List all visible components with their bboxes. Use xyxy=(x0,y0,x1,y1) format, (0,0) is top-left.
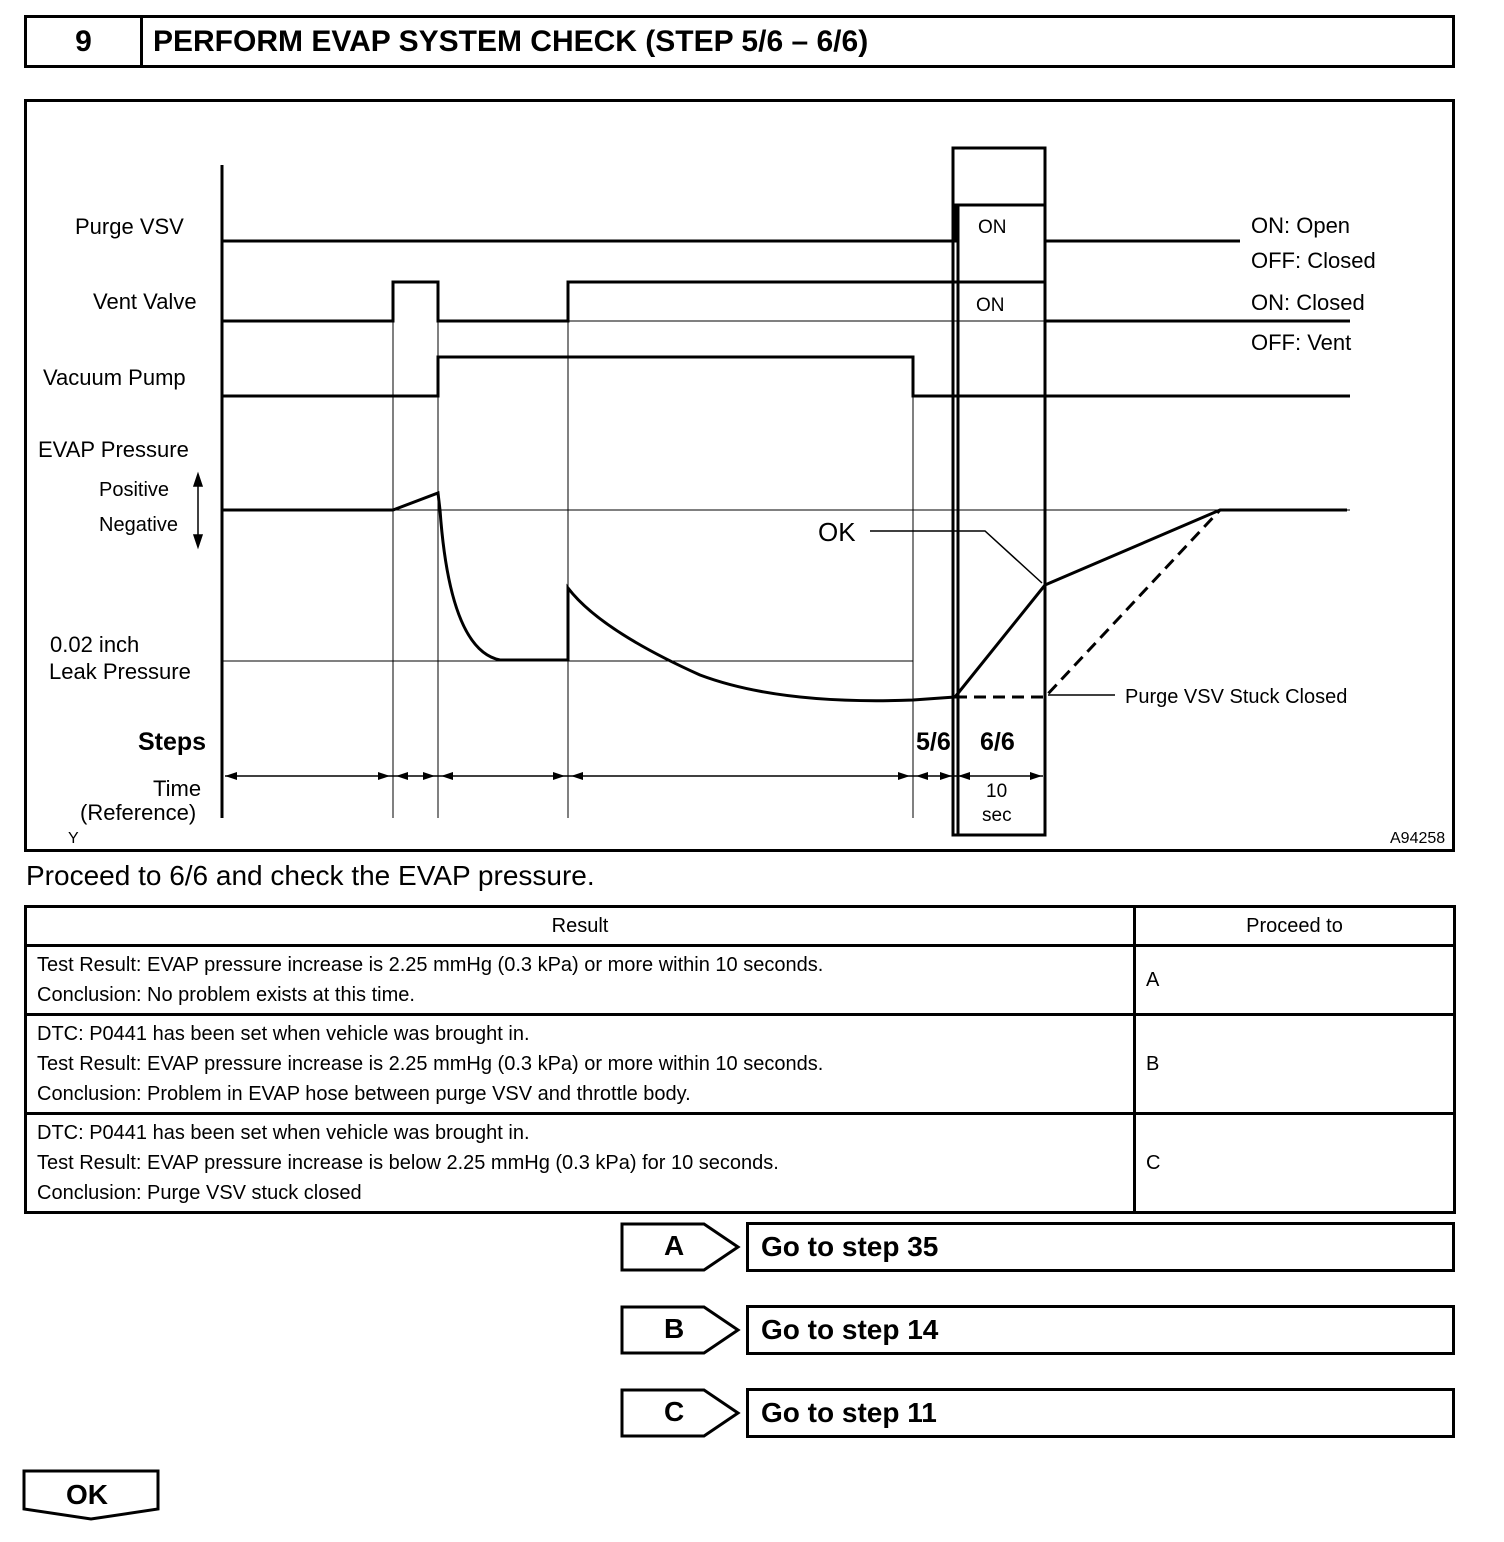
table-row xyxy=(26,1015,1455,1114)
arrowhead xyxy=(423,772,435,780)
legend-purge-off: OFF: Closed xyxy=(1251,248,1376,273)
result-key-arrow xyxy=(620,1305,740,1355)
cell-line: Conclusion: Problem in EVAP hose between purge VSV and throttle body. xyxy=(37,1083,691,1105)
result-action: Go to step 35 xyxy=(746,1222,1455,1272)
result-a-button[interactable] xyxy=(620,1222,1456,1272)
ok-button[interactable] xyxy=(22,1469,162,1524)
instruction-text: Proceed to 6/6 and check the EVAP pressure. xyxy=(26,860,595,891)
cell-proceed: C xyxy=(1135,1114,1455,1213)
cell-proceed: B xyxy=(1135,1015,1455,1114)
vent-on-label: ON xyxy=(976,295,1005,316)
label-vent-valve: Vent Valve xyxy=(93,289,197,314)
result-b-button[interactable] xyxy=(620,1305,1456,1355)
col-result: Result xyxy=(26,907,1135,946)
result-key-arrow xyxy=(620,1222,740,1272)
arrowhead xyxy=(1030,772,1042,780)
arrowhead xyxy=(225,772,237,780)
step-number: 9 xyxy=(27,18,143,65)
cell-line: DTC: P0441 has been set when vehicle was brought in. xyxy=(37,1122,530,1144)
col-proceed: Proceed to xyxy=(1135,907,1455,946)
cell-line: Conclusion: No problem exists at this time. xyxy=(37,984,415,1006)
result-action: Go to step 11 xyxy=(746,1388,1455,1438)
vacuum-pump-signal xyxy=(222,357,1350,396)
result-c-button[interactable] xyxy=(620,1388,1456,1438)
cell-line: Test Result: EVAP pressure increase is 2.25 mmHg (0.3 kPa) or more within 10 seconds. xyxy=(37,954,824,976)
legend-vent-on: ON: Closed xyxy=(1251,290,1365,315)
arrowhead xyxy=(940,772,952,780)
result-key: C xyxy=(664,1396,685,1427)
label-evap-pressure: EVAP Pressure xyxy=(38,437,189,462)
table-row xyxy=(26,1114,1455,1213)
cell-line: Test Result: EVAP pressure increase is below 2.25 mmHg (0.3 kPa) for 10 seconds. xyxy=(37,1152,779,1174)
arrowhead xyxy=(396,772,408,780)
legend-purge-on: ON: Open xyxy=(1251,213,1351,238)
evap-stuck-curve xyxy=(955,510,1220,697)
duration-number: 10 xyxy=(986,781,1008,802)
arrowhead xyxy=(441,772,453,780)
arrowhead xyxy=(958,772,970,780)
result-table xyxy=(24,905,1456,1214)
cell-line: DTC: P0441 has been set when vehicle was brought in. xyxy=(37,1023,530,1045)
label-leak-1: 0.02 inch xyxy=(50,632,140,657)
cell-line: Conclusion: Purge VSV stuck closed xyxy=(37,1182,362,1204)
purge-vsv-signal xyxy=(222,205,1240,241)
purge-on-label: ON xyxy=(978,217,1007,238)
cell-line: Test Result: EVAP pressure increase is 2.25 mmHg (0.3 kPa) or more within 10 seconds. xyxy=(37,1053,824,1075)
arrowhead xyxy=(571,772,583,780)
time-ref-label: (Reference) xyxy=(80,800,197,825)
positive-negative-arrow xyxy=(194,474,202,547)
figure-id: A94258 xyxy=(1390,830,1446,847)
duration-unit: sec xyxy=(982,805,1012,826)
time-label: Time xyxy=(153,776,202,801)
label-leak-2: Leak Pressure xyxy=(49,659,191,684)
label-positive: Positive xyxy=(99,479,170,501)
ok-label: OK xyxy=(818,517,856,547)
label-purge-vsv: Purge VSV xyxy=(75,214,184,239)
arrowhead xyxy=(553,772,565,780)
result-action: Go to step 14 xyxy=(746,1305,1455,1355)
vent-valve-signal xyxy=(222,282,1350,321)
label-vacuum-pump: Vacuum Pump xyxy=(43,365,186,390)
arrowhead xyxy=(916,772,928,780)
corner-mark: Y xyxy=(68,830,79,847)
stuck-label: Purge VSV Stuck Closed xyxy=(1125,686,1348,708)
step-5-label: 5/6 xyxy=(916,728,951,756)
steps-label: Steps xyxy=(138,728,207,756)
table-row xyxy=(26,946,1455,1015)
result-key-arrow xyxy=(620,1388,740,1438)
timing-diagram xyxy=(24,99,1455,852)
legend-vent-off: OFF: Vent xyxy=(1251,330,1352,355)
ok-button-label: OK xyxy=(66,1479,108,1510)
ok-leader xyxy=(870,531,1042,583)
evap-ok-curve xyxy=(955,510,1347,697)
step-6-label: 6/6 xyxy=(980,728,1015,756)
step-title: PERFORM EVAP SYSTEM CHECK (STEP 5/6 – 6/6) xyxy=(153,24,869,58)
cell-proceed: A xyxy=(1135,946,1455,1015)
arrowhead xyxy=(898,772,910,780)
result-key: B xyxy=(664,1313,685,1344)
arrowhead xyxy=(378,772,390,780)
label-negative: Negative xyxy=(99,514,178,536)
result-key: A xyxy=(664,1230,685,1261)
step-header xyxy=(24,15,1455,68)
